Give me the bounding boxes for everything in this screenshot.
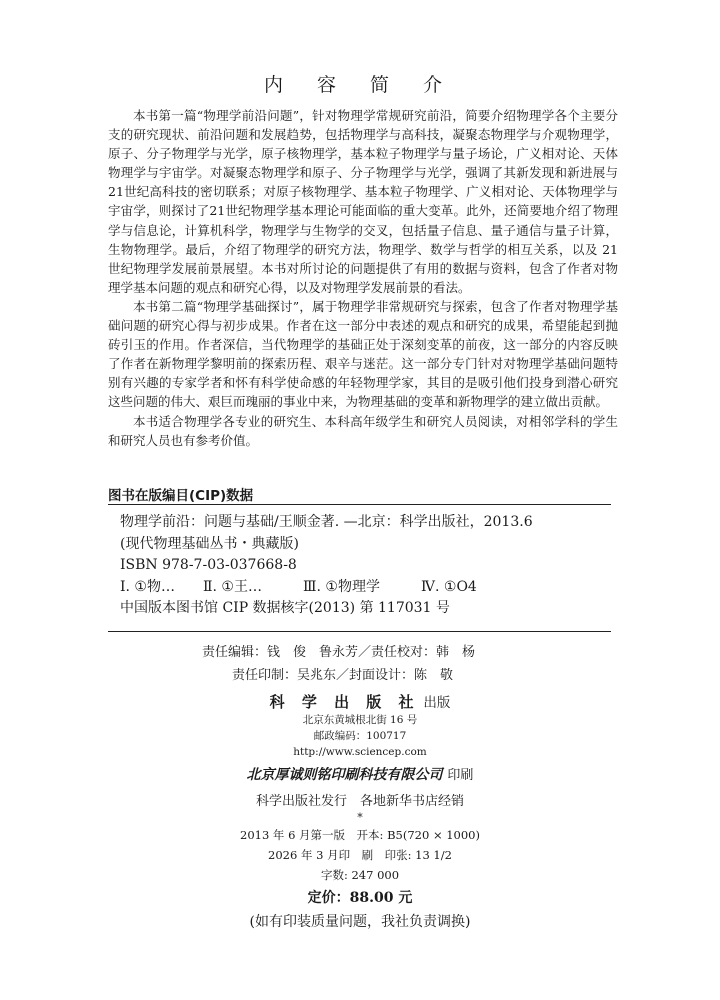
publisher-block: [0, 691, 720, 931]
cip-top-rule: [108, 504, 611, 505]
printer-name: 北京厚诚则铭印刷科技有限公司: [246, 767, 443, 783]
publisher-postcode: 邮政编码：100717: [313, 730, 407, 742]
summary-paragraph-2: 本书第二篇“物理学基础探讨”，属于物理学非常规研究与探索，包含了作者对物理学基础问题的研究心得与初步成果。作者在这一部分中表述的观点和研究的成果，希望能起到抛砖引玉的作用。作者深信，当代物理学的基础正处于深刻变革的前夜，这一部分的内容反映了作者在新物理学黎明前的探索历程、艰辛与迷茫。这一部分专门针对对物理学基础问题特别有兴趣的专家学者和怀有科学使命感的年轻物理学家，其目的是吸引他们投身到潜心研究这些问题的伟大、艰巨而瑰丽的事业中来，为物理基础的变革和新物理学的建立做出贡献。: [108, 298, 618, 410]
price: 定价：88.00 元: [307, 890, 413, 906]
publisher-name: 科 学 出 版 社: [269, 693, 420, 711]
cip-class-3: Ⅲ. ①物理学: [303, 578, 380, 595]
publisher-name-suffix: 出版: [423, 695, 451, 711]
summary-paragraph-3: 本书适合物理学各专业的研究生、本科高年级学生和研究人员阅读，对相邻学科的学生和研究人员也有参考价值。: [108, 413, 618, 448]
cip-core-number: 中国版本图书馆 CIP 数据核字(2013) 第 117031 号: [120, 600, 450, 617]
printing-line: 2026 年 3 月印 刷 印张: 13 1/2: [268, 848, 452, 862]
cip-classification: [120, 577, 533, 599]
printer-line: [0, 764, 720, 784]
edition-line: 2013 年 6 月第一版 开本: B5(720 × 1000): [240, 828, 480, 842]
cip-title-line: 物理学前沿：问题与基础/王顺金著. —北京：科学出版社，2013.6: [120, 514, 533, 530]
cip-heading: 图书在版编目(CIP)数据: [108, 488, 254, 504]
publisher-name-line: [0, 691, 720, 712]
credits-block: [0, 641, 720, 687]
cip-class-2: Ⅱ. ①王…: [203, 578, 262, 595]
credits-editors: 责任编辑：钱 俊 鲁永芳／责任校对：韩 杨: [202, 645, 476, 660]
publisher-url: http://www.sciencep.com: [293, 746, 427, 758]
page-title: 内 容 简 介: [263, 74, 457, 96]
quality-note: (如有印装质量问题，我社负责调换): [249, 914, 471, 930]
summary-paragraph-1: 本书第一篇“物理学前沿问题”，针对物理学常规研究前沿，简要介绍物理学各个主要分支的研究现状、前沿问题和发展趋势，包括物理学与高科技，凝聚态物理学与介观物理学，原子、分子物理学与光学，原子核物理学，基本粒子物理学与量子场论，广义相对论、天体物理学与宇宙学。对凝聚态物理学和原子、分子物理学与光学，强调了其新发现和新进展与21世纪高科技的密切联系；对原子核物理学、基本粒子物理学、广义相对论、天体物理学与宇宙学，则探讨了21世纪物理学基本理论可能面临的重大变革。此外，还简要地介绍了物理学与信息论，计算机科学，物理学与生物学的交叉，包括量子信息、量子通信与量子计算，生物物理学。最后，介绍了物理学的研究方法，物理学、数学与哲学的相互关系，以及 21 世纪物理学发展前景展望。本书对所讨论的问题提供了有用的数据与资料，包含了作者对物理学基本问题的观点和研究心得，以及对物理学发展前景的看法。: [108, 108, 618, 295]
cip-class-4: Ⅳ. ①O4: [421, 578, 477, 595]
distribution-line: 科学出版社发行 各地新华书店经销: [255, 794, 464, 809]
word-count: 字数: 247 000: [320, 868, 400, 882]
cip-isbn: ISBN 978-7-03-037668-8: [120, 557, 297, 574]
cip-class-1: I. ①物…: [120, 578, 175, 595]
cip-bottom-rule: [108, 631, 611, 632]
cip-block: [120, 512, 533, 620]
cip-series-line: (现代物理基础丛书・典藏版): [120, 535, 299, 552]
printer-suffix: 印刷: [447, 768, 474, 783]
separator-star: *: [357, 811, 363, 824]
publisher-address: 北京东黄城根北街 16 号: [302, 714, 418, 726]
summary-section: [108, 106, 618, 450]
credits-production: 责任印制：吴兆东／封面设计：陈 敬: [232, 668, 454, 683]
